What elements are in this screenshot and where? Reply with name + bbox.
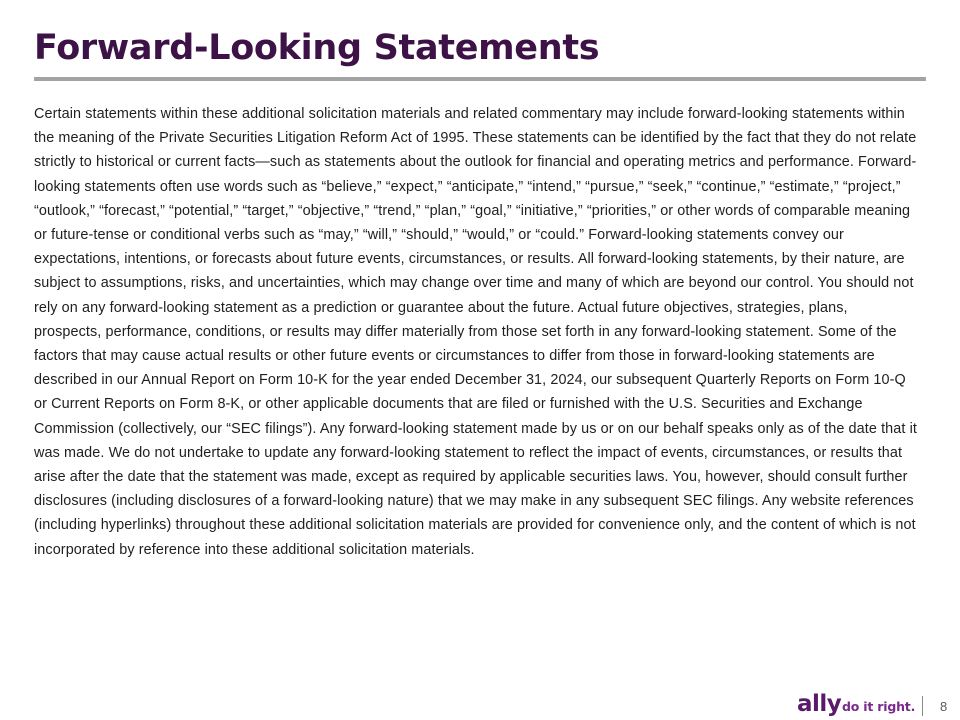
forward-looking-statement-text: Certain statements within these additional solicitation materials and related commentary may include forward-looking statements within the meaning of the Private Securities Litigation Reform Act of 1995. These statements can be identified by the fact that they do not relate strictly to historical or current facts—such as statements about the outlook for financial and operating metrics and performance. Forward-looking statements often use words such as “believe,” “expect,” “anticipate,” “intend,” “pursue,” “seek,” “continue,” “estimate,” “project,” “outlook,” “forecast,” “potential,” “target,” “objective,” “trend,” “plan,” “goal,” “initiative,” “priorities,” or other words of comparable meaning or future-tense or conditional verbs such as “may,” “will,” “should,” “would,” or “could.” Forward-looking statements convey our expectations, intentions, or forecasts about future events, circumstances, or results. All forward-looking statements, by their nature, are subject to assumptions, risks, and uncertainties, which may change over time and many of which are beyond our control. You should not rely on any forward-looking statement as a prediction or guarantee about the future. Actual future objectives, strategies, plans, prospects, performance, conditions, or results may differ materially from those set forth in any forward-looking statement. Some of the factors that may cause actual results or other future events or circumstances to differ from those in forward-looking statements are described in our Annual Report on Form 10-K for the year ended December 31, 2024, our subsequent Quarterly Reports on Form 10-Q or Current Reports on Form 8-K, or other applicable documents that are filed or furnished with the U.S. Securities and Exchange Commission (collectively, our “SEC filings”). Any forward-looking statement made by us or on our behalf speaks only as of the date that it was made. We do not undertake to update any forward-looking statement to reflect the impact of events, circumstances, or results that arise after the date that the statement was made, except as required by applicable securities laws. You, however, should consult further disclosures (including disclosures of a forward-looking nature) that we may make in any subsequent SEC filings. Any website references (including hyperlinks) throughout these additional solicitation materials are provided for convenience only, and the content of which is not incorporated by reference into these additional solicitation materials. — [34, 106, 917, 558]
title-divider — [34, 77, 926, 81]
footer-divider — [922, 696, 923, 716]
page-title: Forward-Looking Statements — [34, 28, 600, 68]
logo-tagline: do it right. — [842, 699, 916, 714]
ally-logo: ally — [797, 691, 842, 717]
page-number: 8 — [940, 699, 948, 714]
